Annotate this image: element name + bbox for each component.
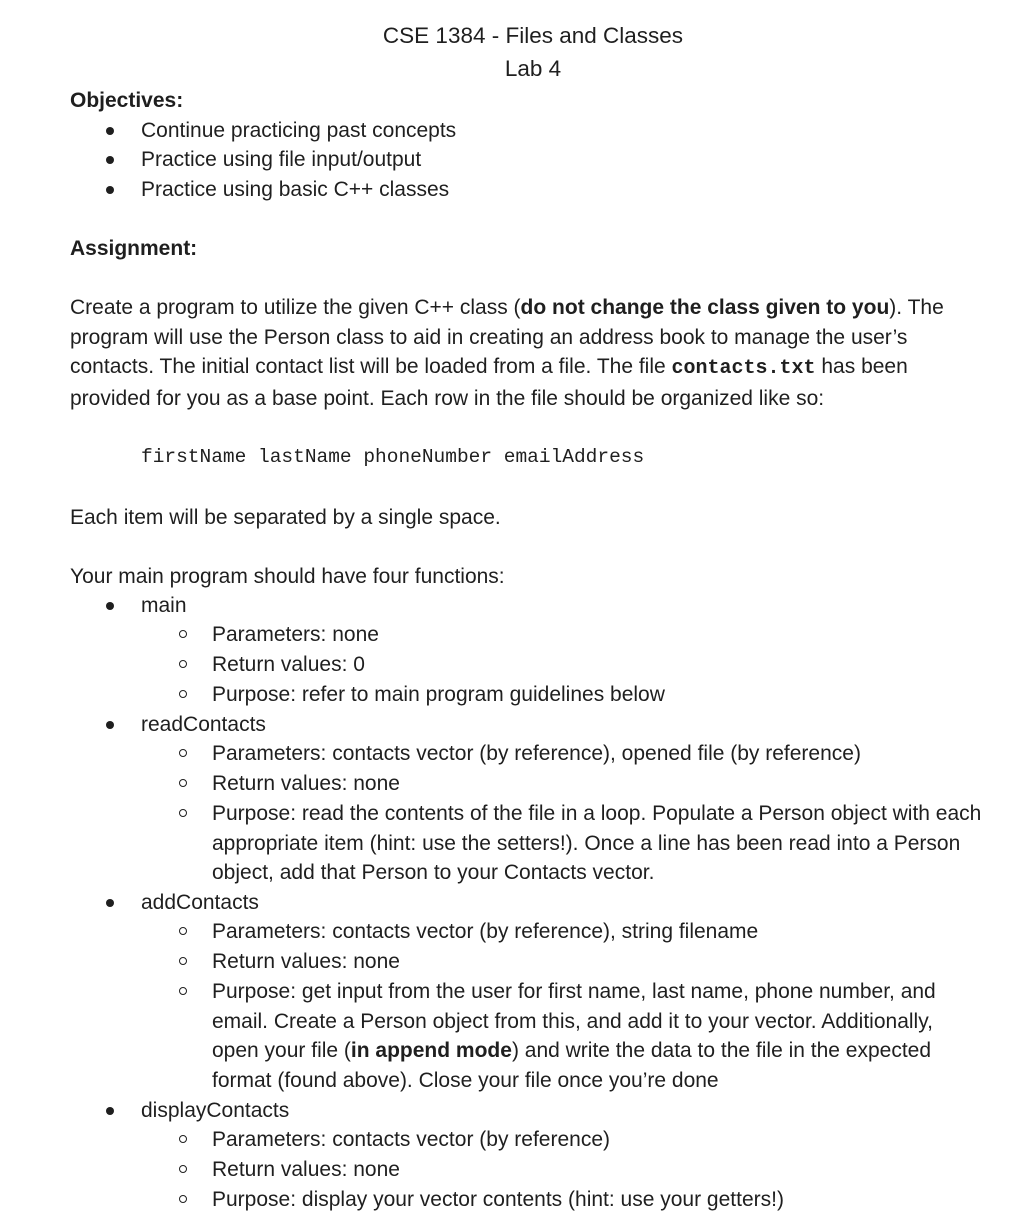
sub-bullet-icon <box>179 690 187 698</box>
bullet-icon <box>106 602 114 610</box>
function-purpose: Purpose: get input from the user for first name, last name, phone number, and email. Create a Person object from this, and add it to your vector. Additionally, open your file (in append mode) and write the data to the file in the expected format (found above). Close your file once you’re done <box>212 980 936 1093</box>
sub-bullet-icon <box>179 1195 187 1203</box>
function-purpose: Purpose: read the contents of the file in a loop. Populate a Person object with each appropriate item (hint: use the setters!). Once a line has been read into a Person object, add that Person to your Contacts vector. <box>212 802 982 885</box>
bullet-icon <box>106 127 114 135</box>
function-returns: Return values: none <box>212 950 400 973</box>
bullet-icon <box>106 156 114 164</box>
function-returns: Return values: none <box>212 1158 400 1181</box>
sub-bullet-icon <box>179 957 187 965</box>
function-params: Parameters: contacts vector (by reference) <box>212 1128 610 1151</box>
sub-bullet-icon <box>179 749 187 757</box>
filename-code: contacts.txt <box>671 357 816 381</box>
function-purpose: Purpose: refer to main program guidelines below <box>212 683 665 706</box>
assignment-intro: Create a program to utilize the given C++ class (do not change the class given to you). The program will use the Person class to aid in creating an address book to manage the user’s contacts. The initial contact list will be loaded from a file. The file contacts.txt has been provided for you as a base point. Each row in the file should be organized like so: <box>70 296 944 411</box>
function-purpose: Purpose: display your vector contents (hint: use your getters!) <box>212 1188 784 1211</box>
function-returns: Return values: 0 <box>212 653 365 676</box>
file-format-line: firstName lastName phoneNumber emailAddress <box>141 446 645 468</box>
sub-bullet-icon <box>179 779 187 787</box>
objective-item: Continue practicing past concepts <box>141 119 457 142</box>
bullet-icon <box>106 1107 114 1115</box>
bullet-icon <box>106 721 114 729</box>
sub-bullet-icon <box>179 660 187 668</box>
assignment-heading: Assignment: <box>70 237 198 260</box>
bullet-icon <box>106 899 114 907</box>
separator-note: Each item will be separated by a single space. <box>70 506 501 529</box>
page-subtitle: Lab 4 <box>504 56 562 81</box>
sub-bullet-icon <box>179 1165 187 1173</box>
functions-intro: Your main program should have four functions: <box>70 565 505 588</box>
function-name: readContacts <box>141 713 266 736</box>
function-name: addContacts <box>141 891 259 914</box>
sub-bullet-icon <box>179 987 187 995</box>
function-params: Parameters: contacts vector (by reference), opened file (by reference) <box>212 742 861 765</box>
sub-bullet-icon <box>179 1135 187 1143</box>
sub-bullet-icon <box>179 927 187 935</box>
function-params: Parameters: none <box>212 623 379 646</box>
sub-bullet-icon <box>179 630 187 638</box>
function-name: main <box>141 594 187 617</box>
function-returns: Return values: none <box>212 772 400 795</box>
function-name: displayContacts <box>141 1099 290 1122</box>
page-title: CSE 1384 - Files and Classes <box>382 23 684 48</box>
bullet-icon <box>106 186 114 194</box>
function-params: Parameters: contacts vector (by reference), string filename <box>212 920 759 943</box>
sub-bullet-icon <box>179 809 187 817</box>
objectives-heading: Objectives: <box>70 89 184 112</box>
objective-item: Practice using file input/output <box>141 148 422 171</box>
objective-item: Practice using basic C++ classes <box>141 178 450 201</box>
